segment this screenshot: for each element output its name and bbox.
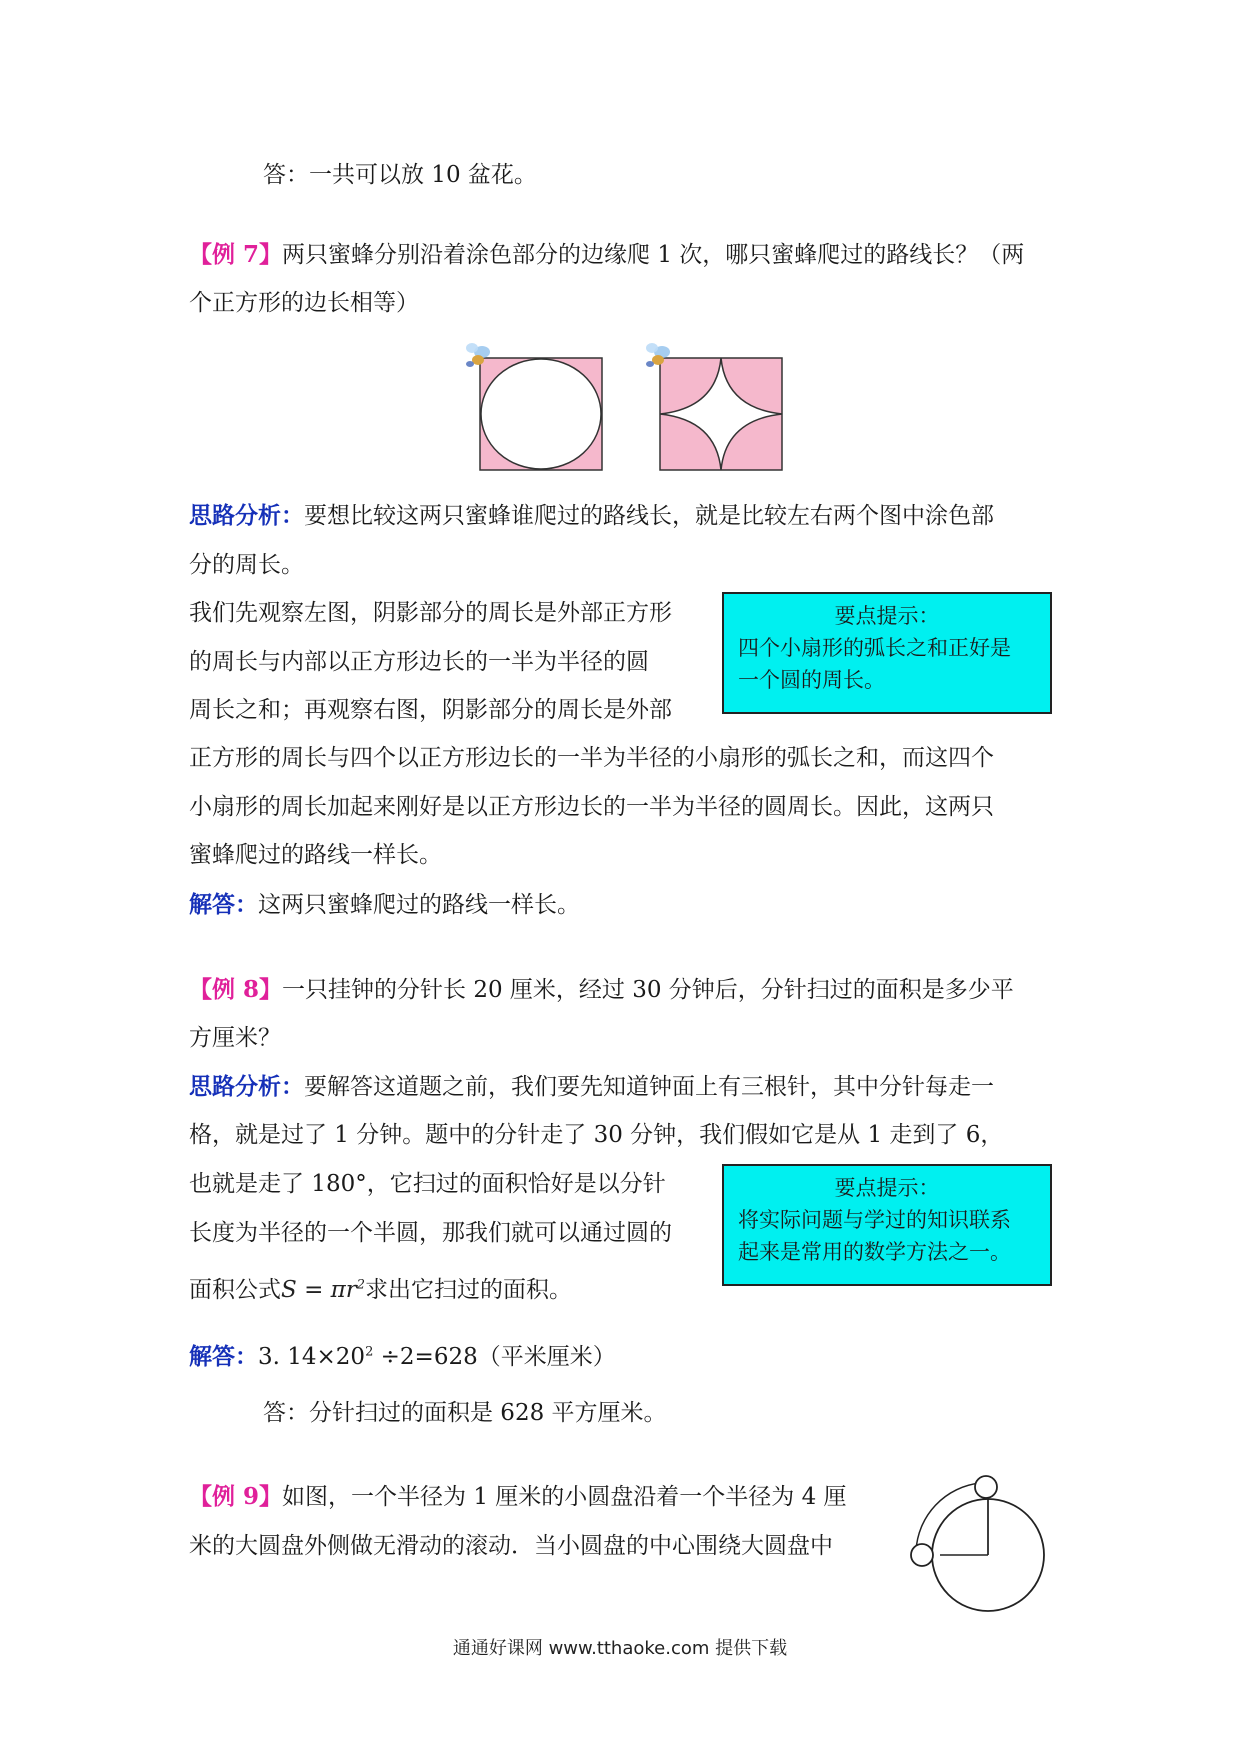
- ex8-tag: 【例 8】: [189, 976, 283, 1003]
- ex7-answer-label: 解答：: [189, 891, 258, 918]
- ex7-figure-left: [460, 338, 610, 478]
- ex7-figure-right: [640, 338, 790, 478]
- ex9-text1: 如图，一个半径为 1 厘米的小圆盘沿着一个半径为 4 厘: [282, 1484, 847, 1510]
- ex8-question-line2: 方厘米？: [189, 1025, 281, 1051]
- ex7-body-line: 正方形的周长与四个以正方形边长的一半为半径的小扇形的弧长之和，而这四个: [189, 745, 994, 771]
- ex7-question-text1: 两只蜜蜂分别沿着涂色部分的边缘爬 1 次，哪只蜜蜂爬过的路线长？（两: [282, 242, 1025, 268]
- ex7-question-line1: [189, 240, 1024, 270]
- ex8-tip-line: 将实际问题与学过的知识联系: [738, 1208, 1011, 1232]
- ex7-tip-line: 一个圆的周长。: [738, 668, 885, 692]
- ex7-tip-title: 要点提示：: [834, 604, 940, 628]
- ex8-tip-title: 要点提示：: [834, 1176, 940, 1200]
- ex8-body-line2: 长度为半径的一个半圆，那我们就可以通过圆的: [189, 1220, 672, 1246]
- ex7-analysis-label: 思路分析：: [189, 502, 304, 529]
- ex9-tag: 【例 9】: [189, 1483, 283, 1510]
- ex8-answer-exponent: 2: [365, 1344, 374, 1360]
- ex7-analysis-text1: 要想比较这两只蜜蜂谁爬过的路线长，就是比较左右两个图中涂色部: [304, 503, 994, 529]
- ex9-rolling-circle-figure: [900, 1475, 1080, 1615]
- ex7-answer-text: 这两只蜜蜂爬过的路线一样长。: [258, 892, 580, 918]
- ex8-analysis-line1: [189, 1072, 994, 1102]
- ex7-body-line: 蜜蜂爬过的路线一样长。: [189, 842, 442, 868]
- formula-text: S = πr: [281, 1277, 357, 1303]
- ex8-tip-line: 起来是常用的数学方法之一。: [738, 1240, 1011, 1264]
- ex7-body-line: 我们先观察左图，阴影部分的周长是外部正方形: [189, 600, 672, 626]
- ex8-answer-rest: ÷2=628（平米厘米）: [373, 1344, 616, 1370]
- page-footer: 通通好课网 www.tthaoke.com 提供下载: [452, 1638, 788, 1659]
- ex7-body-line: 小扇形的周长加起来刚好是以正方形边长的一半为半径的圆周长。因此，这两只: [189, 794, 994, 820]
- ex9-line2: 米的大圆盘外侧做无滑动的滚动．当小圆盘的中心围绕大圆盘中: [189, 1533, 833, 1559]
- formula-exponent: 2: [356, 1277, 366, 1293]
- ex8-tip-box: [722, 1164, 1052, 1286]
- ex8-answer-base: 3. 14×20: [258, 1344, 366, 1370]
- ex8-analysis-text1: 要解答这道题之前，我们要先知道钟面上有三根针，其中分针每走一: [304, 1074, 994, 1100]
- ex8-analysis-label: 思路分析：: [189, 1073, 304, 1100]
- ex8-body-line3-pre: 面积公式: [189, 1277, 281, 1303]
- ex7-analysis-line2: 分的周长。: [189, 552, 304, 578]
- area-formula: [281, 1277, 365, 1303]
- ex7-question-line2: 个正方形的边长相等）: [189, 290, 419, 316]
- ex8-final-answer: 答：分针扫过的面积是 628 平方厘米。: [263, 1400, 667, 1426]
- ex7-tag: 【例 7】: [189, 241, 283, 268]
- ex8-question-text1: 一只挂钟的分针长 20 厘米，经过 30 分钟后，分针扫过的面积是多少平: [282, 977, 1014, 1003]
- ex7-body-line: 周长之和；再观察右图，阴影部分的周长是外部: [189, 697, 672, 723]
- ex8-body-line3-post: 求出它扫过的面积。: [365, 1277, 573, 1303]
- ex7-body-line: 的周长与内部以正方形边长的一半为半径的圆: [189, 649, 649, 675]
- ex8-answer: [189, 1342, 616, 1372]
- ex8-analysis-line2: 格，就是过了 1 分钟。题中的分针走了 30 分钟，我们假如它是从 1 走到了 6，: [189, 1122, 1004, 1148]
- ex7-answer: [189, 890, 580, 920]
- ex7-tip-line: 四个小扇形的弧长之和正好是: [738, 636, 1011, 660]
- ex8-answer-label: 解答：: [189, 1343, 258, 1370]
- ex7-tip-box: [722, 592, 1052, 714]
- ex9-line1: [189, 1482, 847, 1512]
- ex8-body-line3: [189, 1275, 572, 1305]
- ex8-question-line1: [189, 975, 1014, 1005]
- ex8-body-line1: 也就是走了 180°，它扫过的面积恰好是以分针: [189, 1171, 666, 1197]
- prev-answer: 答：一共可以放 10 盆花。: [263, 162, 537, 188]
- ex7-analysis-line1: [189, 501, 994, 531]
